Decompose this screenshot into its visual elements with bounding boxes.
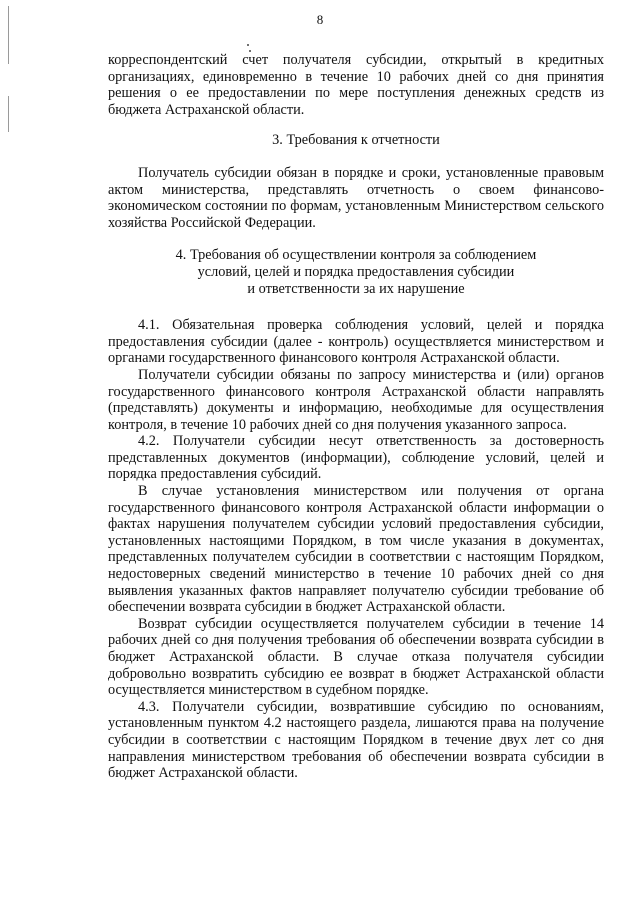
section-3-title [108,132,604,149]
section-4-title [108,247,604,297]
section-4-title-line: и ответственности за их нарушение [247,280,465,297]
section-4-title-line: условий, целей и порядка предоставления субсидии [197,263,515,280]
scan-margin-mark [8,96,9,132]
section-3-paragraph: Получатель субсидии обязан в порядке и сроки, установленные правовым актом министерства, представлять отчетность о своем финансово-экономическом состоянии по формам, установленным Министерством сельского хозяйства Российской Федерации. [108,164,604,231]
document-body [108,52,604,782]
section-3-title-line: 3. Требования к отчетности [272,132,440,149]
paragraph-4-2: 4.2. Получатели субсидии несут ответственность за достоверность представленных документов (информации), соблюдение условий, целей и порядка предоставления субсидий. [108,433,604,483]
page-number: 8 [316,12,324,27]
paragraph-4-1: 4.1. Обязательная проверка соблюдения условий, целей и порядка предоставления субсидии (далее - контроль) осуществляется министерством и органами государственного финансового контроля Астраханской области. [108,317,604,367]
paragraph-4-2-violations: В случае установления министерством или получения от органа государственного финансового контроля Астраханской области информации о фактах нарушения получателем субсидии условий предоставления субсидии, установленных настоящими Порядком, в том числе указания в документах, представленных получателем субсидии в соответствии с настоящим Порядком, недостоверных сведений министерство в течение 10 рабочих дней со дня выявления указанных фактов направляет получателю субсидии требование об обеспечении возврата субсидии в бюджет Астраханской области. [108,483,604,616]
section-4-title-line: 4. Требования об осуществлении контроля за соблюдением [175,247,537,264]
scan-speck [247,44,249,46]
paragraph-4-2-refund: Возврат субсидии осуществляется получателем субсидии в течение 14 рабочих дней со дня получения требования об обеспечении возврата субсидии в бюджет Астраханской области. В случае отказа получателя субсидии добровольно возвратить субсидию ее возврат в бюджет Астраханской области осуществляется министерством в судебном порядке. [108,615,604,699]
paragraph-4-3: 4.3. Получатели субсидии, возвратившие субсидию по основаниям, установленным пунктом 4.2 настоящего раздела, лишаются права на получение субсидии в соответствии с настоящим Порядком в течение двух лет со дня направления министерством требования об обеспечении возврата субсидии в бюджет Астраханской области. [108,698,604,782]
paragraph-4-1-obligations: Получатели субсидии обязаны по запросу министерства и (или) органов государственного финансового контроля Астраханской области направлять (представлять) документы и информацию, необходимые для осуществления контроля, в течение 10 рабочих дней со дня получения указанного запроса. [108,366,604,433]
intro-paragraph: корреспондентский счет получателя субсидии, открытый в кредитных организациях, единовременно в течение 10 рабочих дней со дня принятия решения о ее предоставлении по мере поступления денежных средств из бюджета Астраханской области. [108,52,604,118]
